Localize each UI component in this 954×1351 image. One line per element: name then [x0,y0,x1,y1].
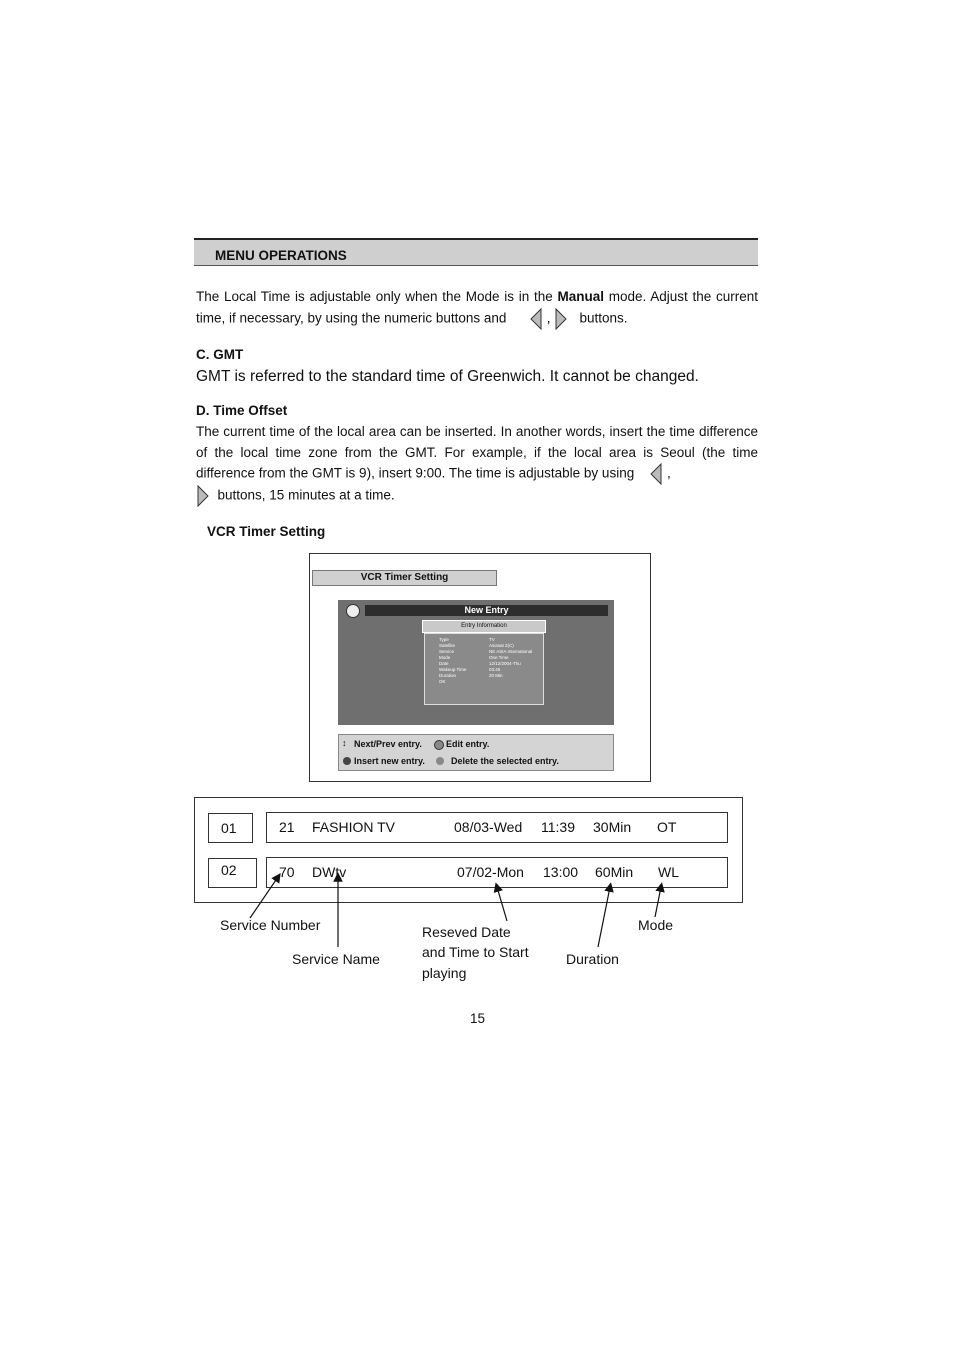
offset-text: The current time of the local area can be inserted. In another words, insert the time difference of the local time zone from the GMT. For example, if the local area is Seoul (the time difference from the GMT is 9), insert 9:00. The time is adjustable by using [196,424,758,481]
service-number: 21 [279,819,295,835]
entry-row-ok: OK [439,679,446,684]
gmt-heading: C. GMT [196,347,244,362]
entry-row-date: Date 12/12/2004-Thu [439,661,521,666]
mode: WL [658,864,679,880]
entry-row-wakeup: Wakeup Time 03:45 [439,667,501,672]
offset-sep: , [667,465,671,481]
intro-bold: Manual [557,289,604,304]
service-number: 70 [279,864,295,880]
service-name: FASHION TV [312,819,395,835]
label-mode: Mode [638,917,674,933]
intro-sep: , [546,310,551,326]
offset-heading: D. Time Offset [196,403,288,418]
entry-row-satellite: Satellite Asiasat 2(C) [439,643,514,648]
duration: 30Min [593,819,632,835]
label-reserved-1: Reseved Date [422,924,511,940]
label-reserved-2: and Time to Start [422,944,529,960]
offset-end: buttons, 15 minutes at a time. [217,487,395,503]
page-number: 15 [470,1011,486,1026]
gmt-text: GMT is referred to the standard time of Greenwich. It cannot be changed. [196,368,699,385]
help-delete: Delete the selected entry. [451,756,559,766]
entry-row-mode: Mode One Time [439,655,509,660]
screen-title: VCR Timer Setting [312,570,497,586]
help-insert: Insert new entry. [354,756,425,766]
entry-row-service: Service NE ASIA International [439,649,533,654]
section-title: MENU OPERATIONS [215,248,347,263]
start-time: 11:39 [541,819,575,835]
updown-arrow-icon: ↕ [342,738,347,748]
label-duration: Duration [566,951,619,967]
reserved-date: 08/03-Wed [454,819,523,835]
label-service-number: Service Number [220,917,321,933]
intro-end: buttons. [579,310,628,326]
duration: 60Min [595,864,634,880]
entry-row-type: Type TV [439,637,495,642]
service-name: DWtv [312,864,347,880]
new-entry-bar: New Entry [365,605,608,616]
reserved-date: 07/02-Mon [457,864,524,880]
vcr-heading: VCR Timer Setting [207,524,326,539]
help-edit: Edit entry. [446,739,490,749]
entry-row-duration: Duration 20 Min [439,673,503,678]
label-reserved-3: playing [422,965,467,981]
intro-text-1: The Local Time is adjustable only when the Mode is in the [196,289,558,304]
mode: OT [657,819,677,835]
intro-text-2: mode. Adjust the current time, if necessary, by using the numeric buttons and [196,289,758,326]
entry-information-bar: Entry Information [422,620,546,633]
entry-index-2: 02 [208,858,257,888]
start-time: 13:00 [543,864,579,880]
entry-index-1: 01 [208,813,253,843]
label-service-name: Service Name [292,951,380,967]
help-next-prev: Next/Prev entry. [354,739,422,749]
